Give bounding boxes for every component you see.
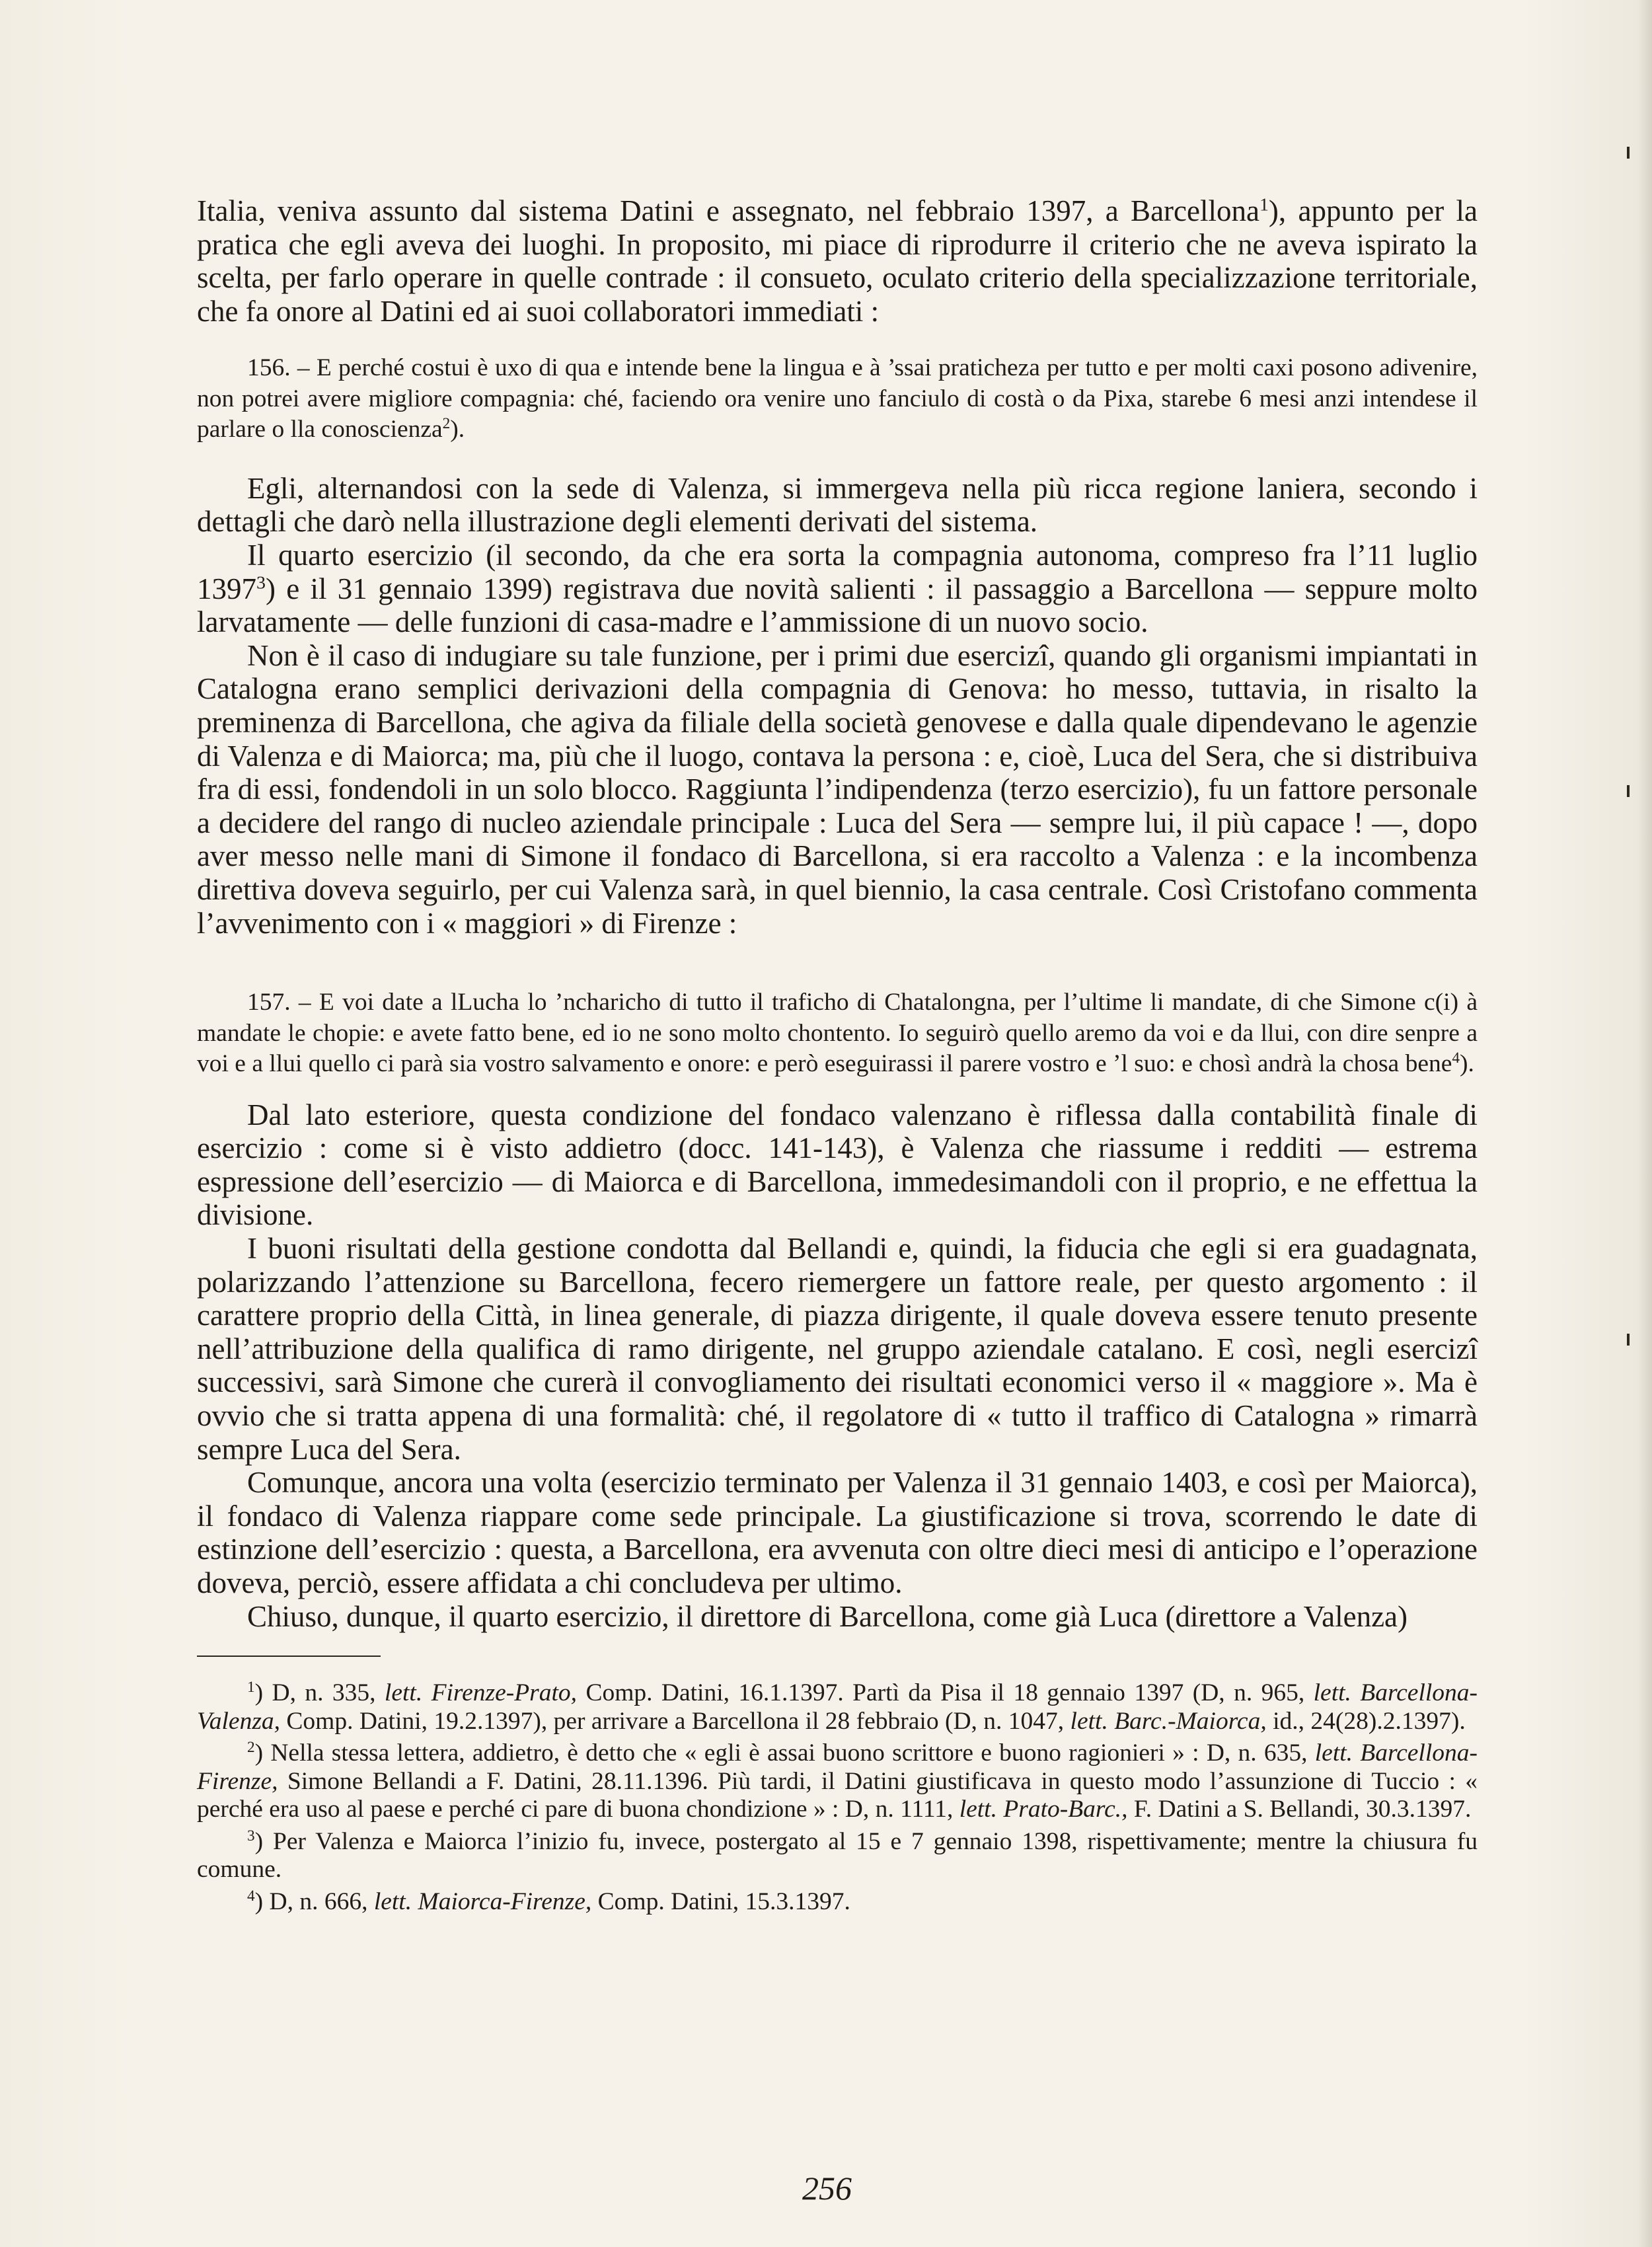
footnote-1-b: lett. Firenze-Prato, <box>384 1679 578 1707</box>
paragraph-6: I buoni risultati della gestione condotta dal Bellandi e, quindi, la fiducia che egli si era guadagnata, polarizzando l’attenzione su Barcellona, fecero riemergere un fattore reale, per questo argomento : il carattere proprio della Città, in linea generale, di piazza dirigente, il quale doveva essere tenuto presente nell’attribuzione della qualifica di ramo dirigente, nel gruppo aziendale catalano. E così, negli esercizî successivi, sarà Simone che curerà il convogliamento dei risultati economici verso il « maggiore ». Ma è ovvio che si tratta appena di una formalità: ché, il regolatore di « tutto il traffico di Catalogna » rimarrà sempre Luca del Sera. <box>197 1232 1478 1466</box>
footnote-4-a: ) D, n. 666, <box>254 1887 374 1915</box>
footnote-2 <box>197 1739 1478 1824</box>
quote-156 <box>197 353 1478 445</box>
footnote-1 <box>197 1679 1478 1735</box>
paragraph-3 <box>197 539 1478 639</box>
paragraph-8: Chiuso, dunque, il quarto esercizio, il direttore di Barcellona, come già Luca (direttore a Valenza) <box>247 1599 1408 1633</box>
edge-mark <box>1627 785 1630 797</box>
text-block <box>197 194 1478 1916</box>
footnote-3-a: ) Per Valenza e Maiorca l’inizio fu, invece, postergato al 15 e 7 gennaio 1398, rispettivamente; mentre la chiusura fu comune. <box>197 1827 1478 1884</box>
quote-157 <box>197 987 1478 1080</box>
footnote-2-a: ) Nella stessa lettera, addietro, è detto che « egli è assai buono scrittore e buono ragionieri » : D, n. 635, <box>254 1739 1315 1767</box>
footnote-4-b: lett. Maiorca-Firenze, <box>373 1887 592 1915</box>
paragraph-1 <box>197 194 1478 328</box>
footnote-4 <box>197 1888 1478 1917</box>
paragraph-1-b: ), appunto per la pratica che egli aveva dei luoghi. In proposito, mi piace di riprodurre il criterio che ne aveva ispirato la scelta, per farlo operare in quelle contrade : il consueto, oculato criterio della specializzazione territoriale, che fa onore al Datini ed ai suoi collaboratori immediati : <box>197 194 1478 328</box>
footnote-ref-3[interactable]: 3 <box>256 572 266 593</box>
footnote-2-e: F. Datini a S. Bellandi, 30.3.1397. <box>1127 1796 1472 1823</box>
paragraph-3-b: ) e il 31 gennaio 1399) registrava due novità salienti : il passaggio a Barcellona — seppure molto larvatamente — delle funzioni di casa-madre e l’ammissione di un nuovo socio. <box>197 572 1478 639</box>
footnote-ref-4[interactable]: 4 <box>1452 1049 1460 1067</box>
paragraph-5: Dal lato esteriore, questa condizione del fondaco valenzano è riflessa dalla contabilità finale di esercizio : come si è visto addietro (docc. 141-143), è Valenza che riassume i redditi — estrema espressione dell’esercizio — di Maiorca e di Barcellona, immedesimandoli con il proprio, e ne effettua la divisione. <box>197 1098 1478 1232</box>
footnote-1-num: 1 <box>247 1679 255 1696</box>
paragraph-4: Non è il caso di indugiare su tale funzione, per i primi due esercizî, quando gli organismi impiantati in Catalogna erano semplici derivazioni della compagnia di Genova: ho messo, tuttavia, in risalto la preminenza di Barcellona, che agiva da filiale della società genovese e dalla quale dipendevano le agenzie di Valenza e di Maiorca; ma, più che il luogo, contava la persona : e, cioè, Luca del Sera, che si distribuiva fra di essi, fondendoli in un solo blocco. Raggiunta l’indipendenza (terzo esercizio), fu un fattore personale a decidere del rango di nucleo aziendale principale : Luca del Sera — sempre lui, il più capace ! —, dopo aver messo nelle mani di Simone il fondaco di Barcellona, si era raccolto a Valenza : e la incombenza direttiva doveva seguirlo, per cui Valenza sarà, in quel biennio, la casa centrale. Così Cristofano commenta l’avvenimento con i « maggiori » di Firenze : <box>197 638 1478 940</box>
quote-156-end: ). <box>450 416 465 443</box>
quote-156-text: 156. – E perché costui è uxo di qua e intende bene la lingua e à ’ssai praticheza per tutto e per molti caxi posono adivenire, non potrei avere migliore compagnia: ché, faciendo ora venire uno fanciulo di costà o da Pixa, starebe 6 mesi anzi intendese il parlare o lla conoscienza <box>197 354 1478 443</box>
main-text-2 <box>197 472 1478 940</box>
footnote-4-c: Comp. Datini, 15.3.1397. <box>591 1887 850 1915</box>
main-text-3 <box>197 1098 1478 1634</box>
footnote-2-d: lett. Prato-Barc., <box>959 1796 1128 1823</box>
footnote-1-f: lett. Barc.-Maiorca, <box>1070 1707 1267 1735</box>
footnote-ref-1[interactable]: 1 <box>1259 194 1269 215</box>
page-number: 256 <box>802 2170 852 2207</box>
paragraph-7: Comunque, ancora una volta (esercizio terminato per Valenza il 31 gennaio 1403, e così per Maiorca), il fondaco di Valenza riappare come sede principale. La giustificazione si trova, scorrendo le date di estinzione dell’esercizio : questa, a Barcellona, era avvenuta con oltre dieci mesi di anticipo e l’operazione doveva, perciò, essere affidata a chi concludeva per ultimo. <box>197 1466 1478 1599</box>
footnote-4-num: 4 <box>247 1887 255 1905</box>
footnote-1-d: lett. Barcellona-Valenza, <box>197 1679 1478 1735</box>
footnote-1-c: Comp. Datini, 16.1.1397. Partì da Pisa il 18 gennaio 1397 (D, n. 965, <box>577 1679 1314 1707</box>
footnote-divider <box>197 1656 381 1657</box>
footnote-2-b: lett. Barcellona-Firenze, <box>197 1739 1478 1795</box>
footnote-2-c: Simone Bellandi a F. Datini, 28.11.1396. Più tardi, il Datini giustificava in questo modo l’assunzione di Tuccio : « perché era uso al paese e perché ci pare di buona chondizione » : D, n. 1111, <box>197 1767 1478 1823</box>
footnote-3 <box>197 1828 1478 1884</box>
quote-157-end: ). <box>1459 1050 1474 1078</box>
paragraph-2: Egli, alternandosi con la sede di Valenza, si immergeva nella più ricca regione laniera, secondo i dettagli che darò nella illustrazione degli elementi derivati del sistema. <box>197 471 1478 539</box>
main-text <box>197 194 1478 328</box>
page-edge-shadow <box>1637 0 1652 2247</box>
quote-157-text: 157. – E voi date a lLucha lo ’ncharicho di tutto il traficho di Chatalongna, per l’ultime li mandate, di che Simone c(i) à mandate le chopie: e avete fatto bene, ed io ne sono molto chontento. Io seguirò quello aremo da voi e da llui, con dire senpre a voi e a llui quello ci parà sia vostro salvamento e onore: e però eseguirassi il parere vostro e ’l suo: e chosì andrà la chosa bene <box>197 989 1478 1078</box>
footnote-1-g: id., 24(28).2.1397). <box>1266 1707 1466 1735</box>
edge-mark <box>1627 147 1630 159</box>
footnote-1-a: ) D, n. 335, <box>254 1679 385 1707</box>
paragraph-3-a: Il quarto esercizio (il secondo, da che era sorta la compagnia autonoma, compreso fra l’11 luglio 1397 <box>197 539 1478 605</box>
footnote-ref-2[interactable]: 2 <box>442 415 451 433</box>
paragraph-1-a: Italia, veniva assunto dal sistema Datini e assegnato, nel febbraio 1397, a Barcellona <box>197 194 1259 227</box>
footnotes <box>197 1679 1478 1916</box>
footnote-3-num: 3 <box>247 1827 255 1845</box>
footnote-2-num: 2 <box>247 1739 255 1757</box>
footnote-1-e: Comp. Datini, 19.2.1397), per arrivare a Barcellona il 28 febbraio (D, n. 1047, <box>280 1707 1070 1735</box>
edge-mark <box>1627 1334 1630 1346</box>
